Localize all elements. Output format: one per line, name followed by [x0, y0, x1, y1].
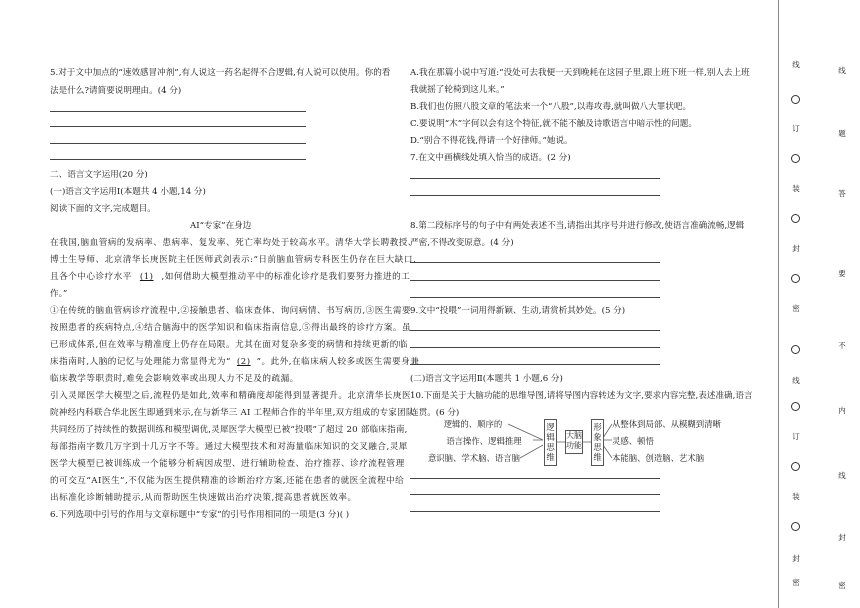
answer-line[interactable] [410, 178, 660, 179]
passage-line: 床指南时,人脑的记忆与处理能力常显得尤为“ (2) ”。此外,在临床病人较多或医生需要身兼 [50, 357, 420, 367]
blank-2: (2) [236, 357, 251, 367]
margin-char: 线 [792, 60, 800, 69]
answer-line[interactable] [50, 143, 306, 144]
reading-instruction: 阅读下面的文字,完成题目。 [50, 204, 156, 214]
margin-char: 密 [838, 581, 846, 590]
binding-hole-icon [791, 95, 800, 104]
left-item: 语言操作、逻辑推理 [446, 436, 522, 446]
passage-line: 引入灵犀医学大模型之后,流程仍是如此,效率和精确度却能得到显著提升。北京清华长庚医 [50, 391, 412, 401]
question-8: 8.第二段标序号的句子中有两处表述不当,请指出其序号并进行修改,使语言准确流畅,逻辑 [410, 221, 745, 231]
passage-line: 每部指南字数几万字到十几万字不等。通过大模型技术和对海量临床知识的交叉融合,灵犀 [50, 442, 408, 452]
section-heading: 二、语言文字运用(20 分) [50, 170, 148, 180]
margin-char: 封 [792, 554, 800, 563]
answer-line[interactable] [410, 262, 660, 263]
option-c: C.要说明“木”字何以会有这个特征,就不能不触及诗歌语言中暗示性的问题。 [410, 119, 697, 129]
passage-line: 作。” [50, 289, 68, 299]
option-a-cont: 我就摇了轮椅到这儿来。” [410, 85, 505, 95]
passage-title: AI“专家”在身边 [190, 221, 252, 231]
passage-line: 共同经历了持续性的数据训练和模型调优,灵犀医学大模型已被“投喂”了超过 20 部临床指南, [50, 425, 408, 435]
margin-char: 密 [792, 578, 800, 587]
binding-hole-icon [791, 462, 800, 471]
binding-hole-icon [791, 154, 800, 163]
margin-char: 装 [792, 184, 800, 193]
answer-line[interactable] [410, 364, 660, 365]
answer-line[interactable] [410, 280, 660, 281]
question-5: 5.对于文中加点的“速效感冒冲剂”,有人说这一药名起得不合逻辑,有人说可以使用。你的看 [50, 68, 391, 78]
option-a: A.我在那篇小说中写道:“没处可去我便一天到晚耗在这园子里,跟上班下班一样,别人去上班 [410, 68, 750, 78]
binding-hole-icon [791, 522, 800, 531]
question-10: 10.下面是关于大脑功能的思维导图,请将导图内容转述为文字,要求内容完整,表述准确,语言 [410, 391, 753, 401]
right-item: 本能脑、创造脑、艺术脑 [612, 453, 705, 463]
passage-line: 出标准化诊断辅助提示,从而帮助医生快速做出治疗决策,提高患者就医效率。 [50, 493, 357, 503]
question-8-cont: 严密,不得改变原意。(4 分) [410, 238, 514, 248]
passage-line: 在我国,脑血管病的发病率、患病率、复发率、死亡率均处于较高水平。清华大学长聘教授、 [50, 238, 417, 248]
answer-line[interactable] [410, 195, 660, 196]
passage-line: 院神经内科联合华北医生即通到来示,在与新华三 AI 工程师合作的半年里,双方组成的专家团队 [50, 408, 415, 418]
option-b: B.我们也仿照八股文章的笔法来一个“八股”,以毒攻毒,就叫做八大罪状吧。 [410, 102, 692, 112]
option-d: D.“别合不得花钱,得请一个好律师。”她说。 [410, 136, 573, 146]
answer-line[interactable] [410, 494, 660, 495]
margin-char: 题 [838, 129, 846, 138]
right-item: 从整体到局部、从模糊到清晰 [612, 419, 721, 429]
image-thinking-box: 形象思维 [591, 419, 604, 466]
logic-thinking-box: 逻辑思维 [544, 419, 557, 466]
question-6: 6.下列选项中引号的作用与文章标题中“专家”的引号作用相同的一项是(3 分)( ) [50, 510, 350, 520]
binding-hole-icon [791, 402, 800, 411]
passage-line: 且各个中心诊疗水平 (1) ,如何借助大模型推动平中的标准化诊疗是我们要努力推进的工 [50, 272, 411, 282]
margin-char: 订 [792, 432, 800, 441]
brain-function-box: 大脑功能 [565, 430, 583, 454]
margin-char: 要 [838, 269, 846, 278]
margin-char: 不 [838, 341, 846, 350]
left-item: 逻辑的、顺序的 [443, 419, 503, 429]
passage-line: 已形成体系,但在效率与精准度上仍存在局限。尤其在面对复杂多变的病情和持续更新的临 [50, 340, 408, 350]
binding-hole-icon [791, 345, 800, 354]
margin-char: 封 [792, 244, 800, 253]
passage-line: ①在传统的脑血管病诊疗流程中,②接触患者、临床查体、询问病情、书写病历,③医生需要 [50, 306, 412, 316]
passage-line: 的可交互“AI医生”,不仅能为医生提供精准的诊断治疗方案,还能在患者的就医全流程中给 [50, 476, 405, 486]
question-9: 9.文中“投喂”一词用得新颖、生动,请赏析其妙处。(5 分) [410, 306, 626, 316]
margin-char: 答 [838, 189, 846, 198]
left-item: 意识脑、学术脑、语言脑 [427, 453, 521, 463]
subsection-heading-2: (二)语言文字运用Ⅱ(本题共 1 小题,6 分) [410, 374, 563, 384]
margin-char: 密 [792, 304, 800, 313]
answer-line[interactable] [410, 297, 660, 298]
question-10-cont: 连贯。(6 分) [410, 408, 460, 418]
margin-char: 装 [792, 492, 800, 501]
blank-1: (1) [139, 272, 154, 282]
answer-line[interactable] [410, 478, 660, 479]
answer-line[interactable] [410, 511, 660, 512]
passage-line: 医学大模型已被训练成一个能够分析病因成型、进行辅助检查、治疗推荐、诊疗流程管理 [50, 459, 405, 469]
binding-hole-icon [791, 274, 800, 283]
binding-hole-icon [791, 214, 800, 223]
answer-line[interactable] [410, 330, 660, 331]
answer-line[interactable] [50, 159, 306, 160]
margin-char: 内 [838, 406, 846, 415]
binding-line [778, 0, 779, 608]
right-item: 灵感、顿悟 [612, 436, 654, 446]
answer-line[interactable] [410, 347, 660, 348]
question-7: 7.在文中画横线处填入恰当的成语。(2 分) [410, 153, 571, 163]
margin-char: 线 [838, 471, 846, 480]
passage-line: 临床教学等职责时,难免会影响效率或出现人力不足及的疏漏。 [50, 374, 299, 384]
subsection-heading: (一)语言文字运用Ⅰ(本题共 4 小题,14 分) [50, 187, 206, 197]
margin-char: 线 [792, 376, 800, 385]
question-5-cont: 法是什么?请简要说明理由。(4 分) [50, 86, 182, 96]
answer-line[interactable] [50, 111, 306, 112]
margin-char: 订 [792, 124, 800, 133]
margin-char: 线 [838, 66, 846, 75]
margin-char: 封 [838, 533, 846, 542]
passage-line: 按照患者的疾病特点,④结合脑海中的医学知识和临床指南信息,⑤得出最终的诊疗方案。虽 [50, 323, 412, 333]
answer-line[interactable] [50, 126, 306, 127]
passage-line: 博士生导师、北京清华长庚医院主任医师武剑表示:“日前脑血管病专科医生仍存在巨大缺口, [50, 255, 417, 265]
